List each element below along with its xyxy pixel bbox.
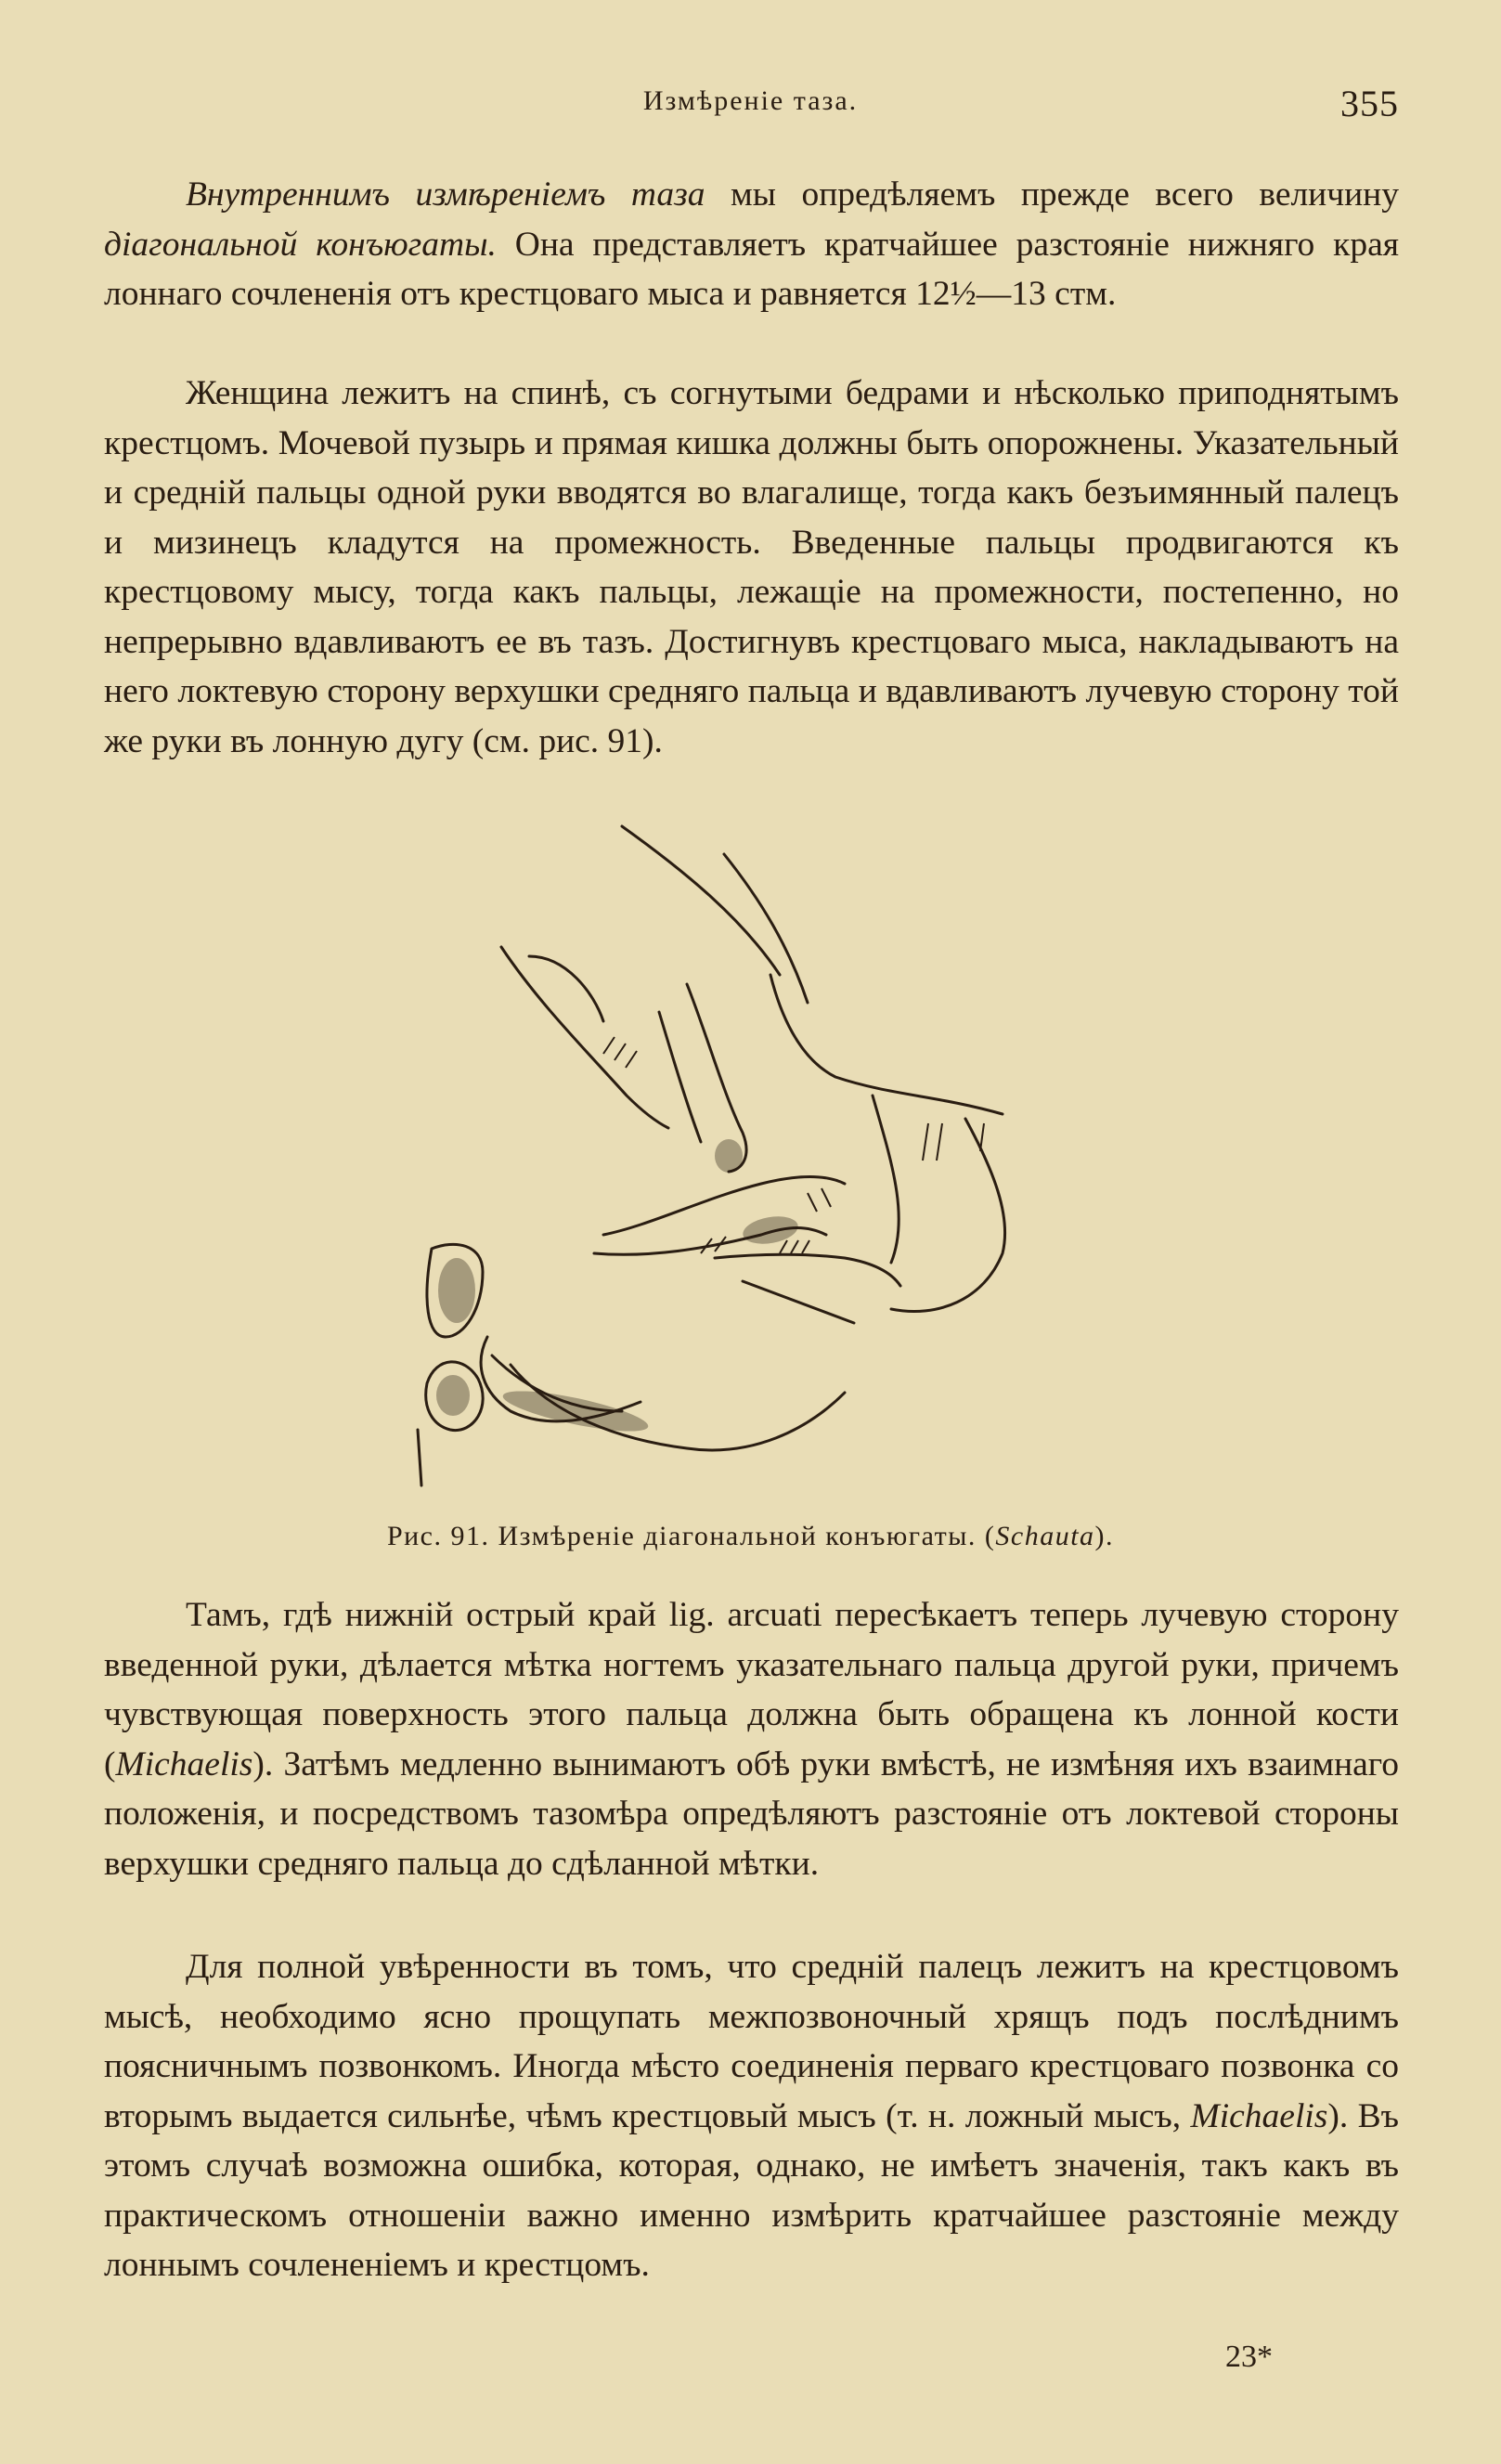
- paragraph-1: [104, 170, 1399, 319]
- paragraph-4: [104, 1942, 1399, 2290]
- caption-text: Рис. 91. Измѣреніе діагональной конъюгаты. (: [386, 1521, 996, 1551]
- thumb-outline: [501, 947, 668, 1128]
- caption-end: ).: [1094, 1521, 1115, 1551]
- author-michaelis-1: Michaelis: [115, 1744, 253, 1783]
- paragraph-3-text-a: Тамъ, гдѣ нижній острый край lig. arcuati пересѣкаетъ теперь лучевую сторону введенной руки, дѣлается мѣтка ногтемъ указательнаго пальца другой руки, причемъ чувствующая поверхность этого пальца должна быть обращена къ лонной кости (: [104, 1596, 1399, 1783]
- forearm-outline-lower: [724, 854, 808, 1003]
- paragraph-3: [104, 1590, 1399, 1888]
- index-finger-lower: [659, 1012, 701, 1142]
- forearm-outline-upper: [622, 826, 780, 975]
- term-internal-measurement: Внутреннимъ измѣреніемъ таза: [186, 175, 705, 214]
- figure-caption: [0, 1521, 1501, 1552]
- paragraph-2: [104, 369, 1399, 766]
- wrist-curve: [891, 1119, 1005, 1312]
- perineum-line: [418, 1430, 421, 1485]
- palm-edge: [873, 1096, 899, 1263]
- paragraph-2-text: Женщина лежитъ на спинѣ, съ согнутыми бедрами и нѣсколько приподнятымъ крестцомъ. Мочевой пузырь и прямая кишка должны быть опорожнены. Указательный и средній пальцы одной руки вводятся во влагалище, тогда какъ безъимянный палецъ и мизинецъ кладутся на промежность. Введенные пальцы продвигаются къ крестцовому мысу, тогда какъ пальцы, лежащіе на промежности, постепенно, но непрерывно вдавливаютъ ее въ тазъ. Достигнувъ крестцоваго мыса, накладываютъ на него локтевую сторону верхушки средняго пальца и вдавливаютъ лучевую сторону той же руки въ лонную дугу (см. рис. 91).: [104, 374, 1399, 760]
- hand-pelvis-drawing: [408, 817, 1151, 1504]
- caption-author: Schauta: [995, 1521, 1095, 1551]
- term-diagonal-conjugate: діагональной конъюгаты.: [104, 225, 497, 264]
- paragraph-4-text-a: Для полной увѣренности въ томъ, что средній палецъ лежитъ на крестцовомъ мысѣ, необходимо ясно прощупать межпозвоночный хрящъ подъ послѣднимъ поясничнымъ позвонкомъ. Иногда мѣсто соединенія перваго крестцоваго позвонка со вторымъ выдается сильнѣе, чѣмъ крестцовый мысъ (т. н. ложный мысъ,: [104, 1948, 1399, 2135]
- figure-91-illustration: [408, 817, 1151, 1504]
- running-head: Измѣреніе таза.: [642, 85, 859, 116]
- paragraph-1-text-a: мы опредѣляемъ прежде всего величину: [705, 175, 1399, 214]
- signature-mark: 23*: [1225, 2340, 1273, 2374]
- page-number: 355: [1340, 83, 1399, 124]
- author-michaelis-2: Michaelis: [1190, 2096, 1328, 2135]
- paragraph-1-text-b: Она представляетъ кратчайшее разстояніе нижняго края лоннаго сочлененія отъ крестцоваго мыса и равняется 12½—13 стм.: [104, 225, 1399, 313]
- paragraph-3-text-b: ). Затѣмъ медленно вынимаютъ обѣ руки вмѣстѣ, не измѣняя ихъ взаимнаго положенія, и посредствомъ тазомѣра опредѣляютъ разстояніе отъ локтевой стороны верхушки средняго пальца до сдѣланной мѣтки.: [104, 1744, 1399, 1883]
- thumb-tip: [529, 956, 603, 1021]
- paragraph-4-text-b: ). Въ этомъ случаѣ возможна ошибка, которая, однако, не имѣетъ значенія, такъ какъ въ практическомъ отношеніи важно именно измѣрить кратчайшее разстояніе между лоннымъ сочлененіемъ и крестцомъ.: [104, 2096, 1399, 2284]
- little-finger: [743, 1281, 854, 1323]
- middle-finger-upper: [603, 1177, 845, 1236]
